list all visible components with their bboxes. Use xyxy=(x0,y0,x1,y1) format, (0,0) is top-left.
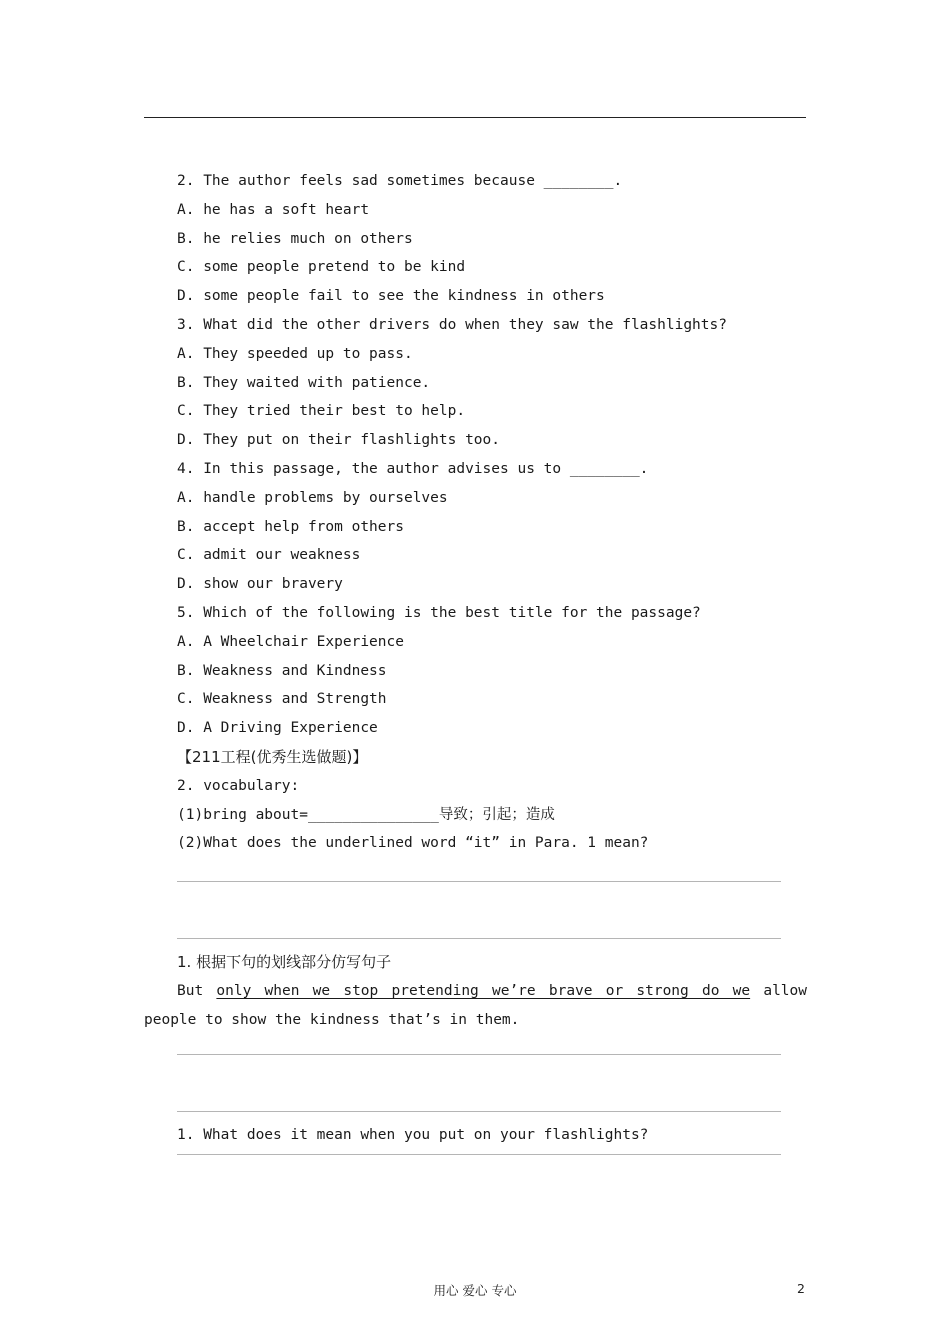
question-stem: 5. Which of the following is the best title for the passage? xyxy=(177,604,701,621)
option-b: B. accept help from others xyxy=(177,518,404,535)
section-211-heading: 【211工程(优秀生选做题)】 xyxy=(177,747,368,766)
option-a: A. he has a soft heart xyxy=(177,201,370,218)
option-a: A. A Wheelchair Experience xyxy=(177,633,404,650)
option-d: D. They put on their flashlights too. xyxy=(177,432,501,449)
option-a: A. They speeded up to pass. xyxy=(177,345,413,362)
final-question: 1. What does it mean when you put on your flashlights? xyxy=(177,1126,649,1143)
option-c: C. Weakness and Strength xyxy=(177,691,387,708)
option-b: B. They waited with patience. xyxy=(177,374,431,391)
imitation-sentence xyxy=(144,977,807,1035)
option-b: B. he relies much on others xyxy=(177,230,413,247)
option-c: C. admit our weakness xyxy=(177,547,361,564)
option-a: A. handle problems by ourselves xyxy=(177,489,448,506)
sentence-pre: But xyxy=(177,982,217,999)
question-stem: 2. The author feels sad sometimes because ________. xyxy=(177,173,623,189)
sentence-post: allow people to show the kindness that’s in them. xyxy=(144,982,807,1028)
answer-line xyxy=(177,1154,781,1155)
option-b: B. Weakness and Kindness xyxy=(177,662,387,679)
header-rule xyxy=(144,117,806,118)
question-stem: 3. What did the other drivers do when they saw the flashlights? xyxy=(177,316,727,333)
option-d: D. A Driving Experience xyxy=(177,720,378,737)
underlined-phrase: only when we stop pretending we’re brave or strong do we xyxy=(216,982,751,999)
option-c: C. some people pretend to be kind xyxy=(177,259,466,276)
content-body xyxy=(144,167,807,1155)
question-stem: 4. In this passage, the author advises us to ________. xyxy=(177,460,649,477)
option-c: C. They tried their best to help. xyxy=(177,403,466,420)
vocab-item-1: (1)bring about=_______________导致；引起；造成 xyxy=(177,806,555,823)
vocab-title: 2. vocabulary: xyxy=(177,777,300,794)
vocab-item-2: (2)What does the underlined word “it” in Para. 1 mean? xyxy=(177,835,649,852)
page-number: 2 xyxy=(797,1281,805,1296)
imitation-title: 1. 根据下句的划线部分仿写句子 xyxy=(177,953,392,972)
footer-motto: 用心 爱心 专心 xyxy=(433,1283,517,1298)
option-d: D. some people fail to see the kindness in others xyxy=(177,288,605,305)
option-d: D. show our bravery xyxy=(177,576,343,593)
